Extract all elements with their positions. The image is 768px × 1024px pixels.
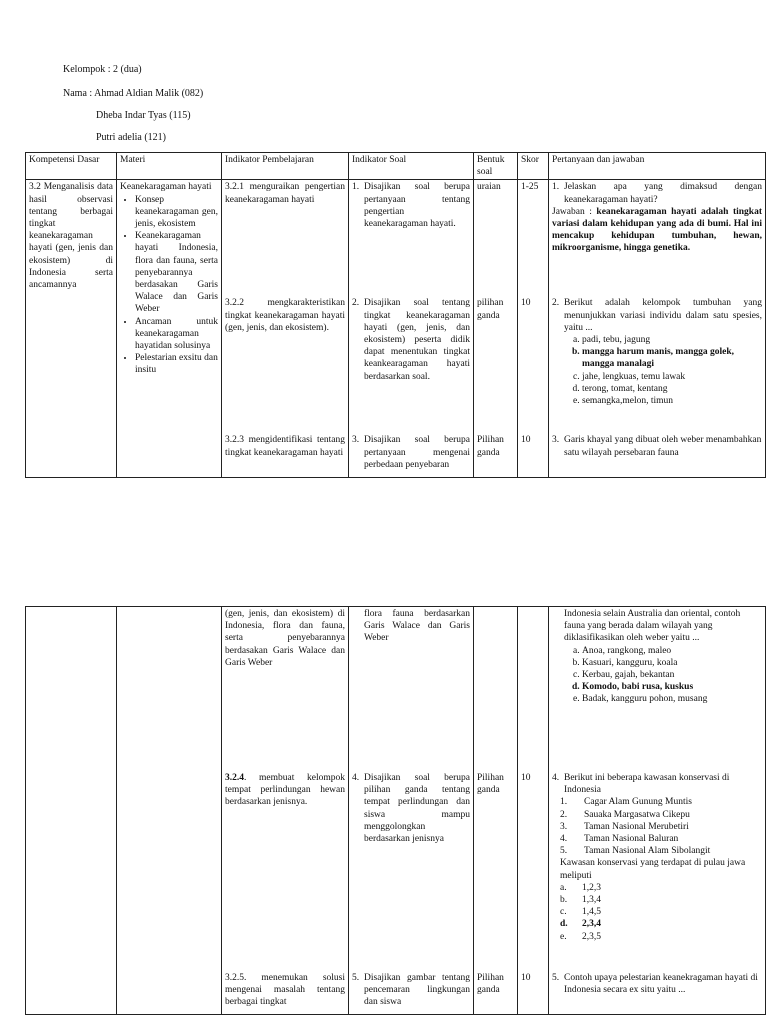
question-text: Contoh upaya pelestarian keanekragaman hayati di Indonesia secara ex situ yaitu ... (564, 973, 758, 996)
indikator-3-2-5: 3.2.5. menemukan solusi mengenai masalah tentang berbagai tingkat (225, 973, 345, 1008)
skor-cell (518, 180, 549, 478)
question-text: Berikut ini beberapa kawasan konservasi di Indonesia (564, 773, 730, 796)
bentuk-soal-value: Pilihan ganda (477, 773, 504, 796)
list-item: • Ancaman untuk keanekaragaman hayatidan solusinya (135, 316, 218, 353)
option-list (552, 882, 762, 943)
conservation-list (552, 796, 762, 857)
option-item: c. 1,4,5 (560, 907, 601, 918)
list-item: • Konsep keanekaragaman gen, jenis, ekosistem (135, 194, 218, 231)
indikator-3-2-1: 3.2.1 menguraikan pengertian keanekaragaman hayati (225, 182, 345, 205)
indikator-3-2-2: 3.2.2 mengkarakteristikan tingkat keanekaragaman hayati (gen, jenis, dan ekosistem). (225, 298, 345, 333)
list-item: 1. Cagar Alam Gunung Muntis (560, 797, 692, 808)
pertanyaan-jawaban-cell (549, 607, 766, 1015)
indikator-3-2-4 (225, 772, 345, 972)
option-item: a. 1,2,3 (560, 882, 601, 893)
materi-list (120, 194, 218, 377)
pertanyaan-jawaban-cell (549, 180, 766, 478)
column-header: Pertanyaan dan jawaban (549, 153, 766, 180)
question-text: Indonesia selain Australia dan oriental, contoh fauna yang berada dalam wilayah yang diklasifikasikan oleh weber yaitu ... (564, 609, 741, 644)
bentuk-soal-value: pilihan ganda (477, 298, 504, 321)
kompetensi-dasar-cell (26, 607, 117, 1015)
skor-value: 10 (521, 298, 531, 309)
option-item: b. Kasuari, kangguru, koala (582, 657, 762, 669)
option-item: d. Komodo, babi rusa, kuskus (582, 681, 762, 693)
skor-value: 10 (521, 773, 531, 783)
item-number: 3. (352, 435, 360, 446)
option-item: b. mangga harum manis, mangga golek, mangga manalagi (582, 346, 762, 370)
column-header: Skor (518, 153, 549, 180)
question-text: Garis khayal yang dibuat oleh weber menambahkan satu wilayah persebaran fauna (564, 435, 762, 458)
option-item: c. Kerbau, gajah, bekantan (582, 669, 762, 681)
item-text: Disajikan soal tentang tingkat keanekaragaman hayati (gen, jenis, dan ekosistem) peserta didik dapat menentukan tingkat keankearagaman hayati berdasarkan soal. (364, 298, 470, 382)
item-number: 1. (552, 182, 560, 193)
option-item: b. 1,3,4 (560, 895, 601, 906)
option-list (552, 334, 762, 407)
indikator-pembelajaran-cell (222, 607, 349, 1015)
question-1 (552, 181, 762, 297)
item-number: 3. (552, 435, 560, 446)
group-label: Kelompok : 2 (dua) (63, 64, 142, 75)
materi-cell (117, 607, 222, 1015)
materi-title: Keanekaragaman hayati (120, 182, 212, 193)
answer-text (552, 206, 762, 255)
question-3-cont (552, 608, 762, 772)
option-item: e. 2,3,5 (560, 931, 601, 942)
question-text: Berikut adalah kelompok tumbuhan yang menunjukkan variasi individu dalam satu spesies, yaitu ... (564, 298, 762, 333)
item-number: 5. (552, 973, 560, 983)
question-4 (552, 772, 762, 972)
assessment-table-part2 (25, 606, 766, 1015)
indikator-3-2-3: 3.2.3 mengidentifikasi tentang tingkat keanekaragaman hayati (225, 435, 345, 458)
indikator-pembelajaran-cell (222, 180, 349, 478)
skor-value: 10 (521, 973, 531, 983)
indikator-soal-cell (349, 180, 474, 478)
item-number: 5. (352, 973, 360, 983)
column-header: Kompetensi Dasar (26, 153, 117, 180)
bentuk-soal-value: Pilihan ganda (477, 435, 504, 458)
indikator-soal-cell (349, 607, 474, 1015)
skor-cell (518, 607, 549, 1015)
item-number: 2. (552, 298, 560, 309)
item-text: Disajikan soal berupa pilihan ganda tentang tempat perlindungan dan siswa mampu menggolongkan berdasarkan jenisnya (364, 773, 470, 845)
question-2 (552, 297, 762, 434)
bentuk-soal-cell (474, 180, 518, 478)
item-number: 2. (352, 298, 360, 309)
list-item: 2. Sauaka Margasatwa Cikepu (560, 809, 690, 820)
option-item: e. semangka,melon, timun (582, 395, 762, 407)
option-item: a. padi, tebu, jagung (582, 334, 762, 346)
skor-value: 10 (521, 435, 531, 446)
list-item: • Keanekaragaman hayati Indonesia, flora dan fauna, serta penyebarannya berdasakan Garis Walace dan Garis Weber (135, 230, 218, 315)
item-number: 4. (352, 773, 360, 783)
materi-cell (117, 180, 222, 478)
assessment-table-part1 (25, 152, 766, 478)
list-item: 3. Taman Nasional Merubetiri (560, 821, 689, 832)
indikator-text: . membuat kelompok tempat perlindungan hewan berdasarkan jenisnya. (225, 773, 345, 808)
bentuk-soal-value: Pilihan ganda (477, 973, 504, 996)
indikator-soal-3-cont: flora fauna berdasarkan Garis Walace dan Garis Weber (364, 609, 470, 644)
kompetensi-dasar-cell: 3.2 Menganalisis data hasil observasi tentang berbagai tingkat keanekaragaman hayati (gen, jenis dan ekosistem) di Indonesia serta ancamannya (26, 180, 117, 478)
column-header: Bentuk soal (474, 153, 518, 180)
table-header-row (26, 153, 766, 180)
question-3 (552, 434, 762, 458)
name-label: Nama : Ahmad Aldian Malik (082) (63, 88, 204, 99)
question-prompt: Kawasan konservasi yang terdapat di pulau jawa meliputi (560, 858, 746, 881)
option-item: a. Anoa, rangkong, maleo (582, 645, 762, 657)
table-row (26, 607, 766, 1015)
bentuk-soal-cell (474, 607, 518, 1015)
indikator-number: 3.2.4 (225, 773, 244, 783)
column-header: Indikator Pembelajaran (222, 153, 349, 180)
skor-value: 1-25 (521, 182, 539, 193)
bentuk-soal-value: uraian (477, 182, 501, 193)
item-number: 1. (352, 182, 360, 193)
list-item: • Pelestarian exsitu dan insitu (135, 352, 218, 376)
list-item: 5. Taman Nasional Alam Sibolangit (560, 846, 711, 857)
member-name: Putri adelia (121) (96, 132, 166, 143)
answer-label: Jawaban : (552, 206, 592, 217)
item-text: Disajikan gambar tentang pencemaran lingkungan dan siswa (364, 973, 470, 1008)
indikator-soal-5 (352, 972, 470, 1009)
option-item: d. terong, tomat, kentang (582, 383, 762, 395)
question-text: Jelaskan apa yang dimaksud dengan keanekaragaman hayati? (564, 182, 762, 205)
list-item: 4. Taman Nasional Baluran (560, 834, 679, 845)
item-text: Disajikan soal berupa pertanyaan tentang pengertian keanekaragaman hayati. (364, 182, 470, 230)
item-text: Disajikan soal berupa pertanyaan mengenai perbedaan penyebaran (364, 435, 470, 470)
table-row (26, 180, 766, 478)
indikator-soal-2 (352, 297, 470, 434)
option-item: d. 2,3,4 (560, 919, 601, 930)
item-number: 4. (552, 773, 560, 783)
answer-value: keanekaragaman hayati adalah tingkat variasi dalam kehidupan yang ada di bumi. Hal ini mencakup kehidupan tumbuhan, hewan, mikroorganisme, hingga genetika. (552, 206, 762, 254)
indikator-soal-1 (352, 181, 470, 297)
option-item: e. Badak, kangguru pohon, musang (582, 693, 762, 705)
indikator-soal-4 (352, 772, 470, 972)
column-header: Materi (117, 153, 222, 180)
column-header: Indikator Soal (349, 153, 474, 180)
question-5 (552, 972, 762, 996)
option-list (552, 645, 762, 706)
member-name: Dheba Indar Tyas (115) (96, 110, 191, 121)
option-item: c. jahe, lengkuas, temu lawak (582, 371, 762, 383)
indikator-3-2-3-cont: (gen, jenis, dan ekosistem) di Indonesia, flora dan fauna, serta penyebarannya berdasakan Garis Walace dan Garis Weber (225, 609, 345, 668)
indikator-soal-3 (352, 434, 470, 471)
